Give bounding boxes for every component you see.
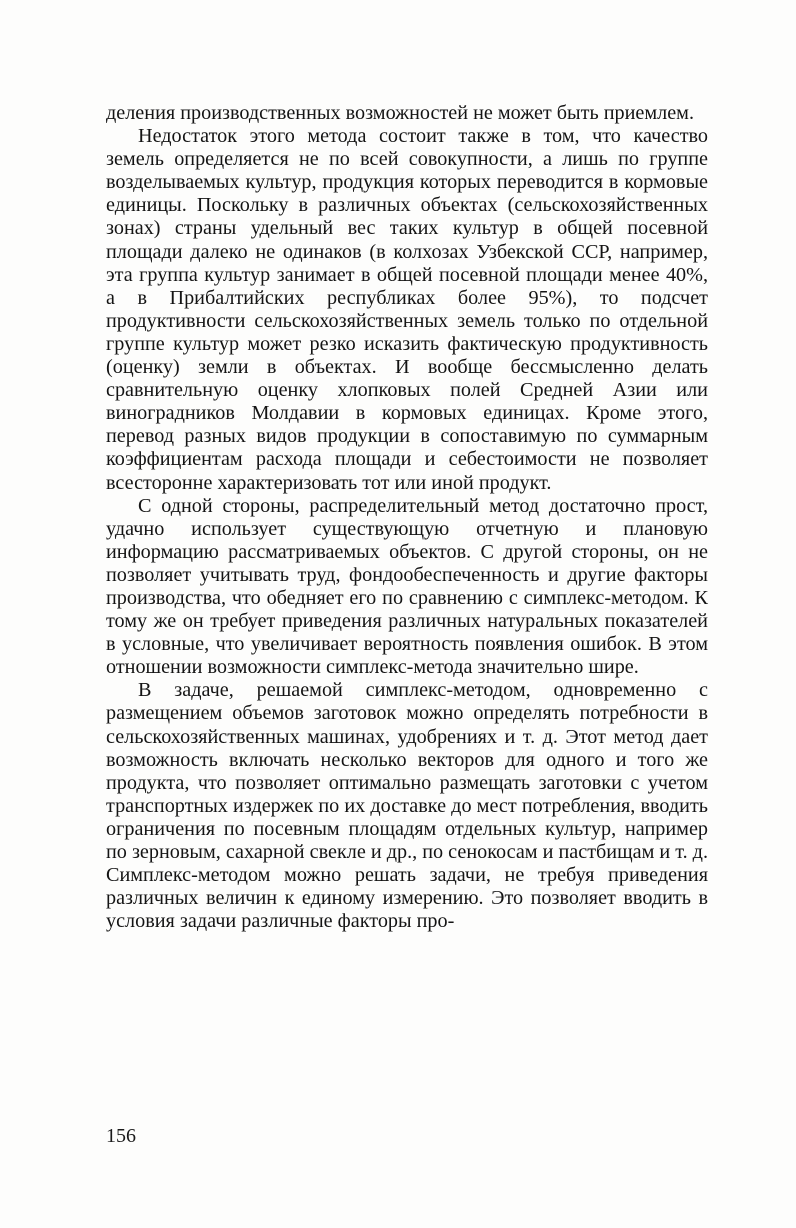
paragraph-continued: деления производственных возможностей не может быть приемлем. <box>106 102 694 124</box>
paragraph: С одной стороны, распределительный метод достаточно прост, удачно использует существующую отчетную и плановую информацию рассматриваемых объектов. С другой стороны, он не позволяет учитывать труд, фондообеспеченность и другие факторы производства, что обедняет его по сравнению с симплекс-методом. К тому же он требует приведения различных натуральных показателей в условные, что увеличивает вероятность появления ошибок. В этом отношении возможности симплекс-метода значительно шире. <box>106 494 708 679</box>
page-number: 156 <box>106 1125 136 1147</box>
paragraph: В задаче, решаемой симплекс-методом, одновременно с размещением объемов заготовок можно определять потребности в сельскохозяйственных машинах, удобрениях и т. д. Этот метод дает возможность включать несколько векторов для одного и того же продукта, что позволяет оптимально размещать заготовки с учетом транспортных издержек по их доставке до мест потребления, вводить ограничения по посевным площадям отдельных культур, например по зерновым, сахарной свекле и др., по сенокосам и пастбищам и т. д. Симплекс-методом можно решать задачи, не требуя приведения различных величин к единому измерению. Это позволяет вводить в условия задачи различные факторы про- <box>106 679 708 933</box>
paragraph: Недостаток этого метода состоит также в том, что качество земель определяется не по всей совокупности, а лишь по группе возделываемых культур, продукция которых переводится в кормовые единицы. Поскольку в различных объектах (сельскохозяйственных зонах) страны удельный вес таких культур в общей посевной площади далеко не одинаков (в колхозах Узбекской ССР, например, эта группа культур занимает в общей посевной площади менее 40%, а в Прибалтийских республиках более 95%), то подсчет продуктивности сельскохозяйственных земель только по отдельной группе культур может резко исказить фактическую продуктивность (оценку) земли в объектах. И вообще бессмысленно делать сравнительную оценку хлопковых полей Средней Азии или виноградников Молдавии в кормовых единицах. Кроме этого, перевод разных видов продукции в сопоставимую по суммарным коэффициентам расхода площади и себестоимости не позволяет всесторонне характеризовать тот или иной продукт. <box>106 125 708 494</box>
body-text <box>106 102 708 933</box>
